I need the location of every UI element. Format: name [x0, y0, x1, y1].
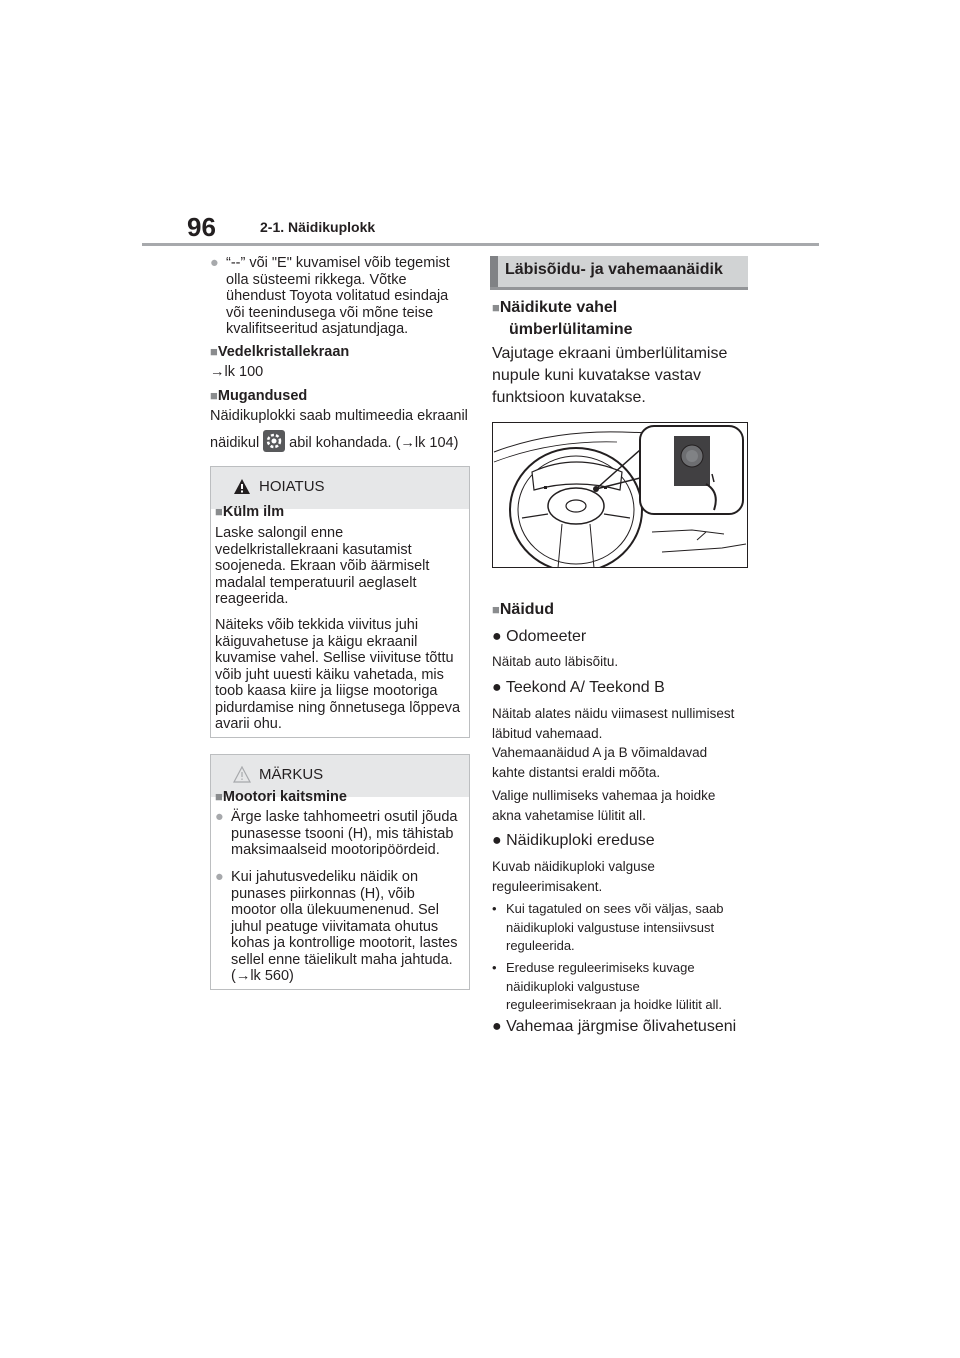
trip-text-1: Näitab alates näidu viimasest nullimisest läbitud vahemaad.	[492, 706, 735, 741]
bullet-icon: •	[492, 901, 497, 916]
ribbon-title: Läbisõidu- ja vahemaanäidik	[505, 261, 723, 278]
bullet-icon: ●	[492, 628, 502, 645]
notice-icon	[233, 766, 251, 783]
custom-heading: ■Mugandused	[210, 388, 308, 404]
square-bullet-icon: ■	[492, 300, 500, 315]
warning-box	[210, 466, 470, 738]
bullet-icon: •	[492, 960, 497, 975]
header-rule	[142, 243, 819, 246]
warning-header	[211, 467, 469, 509]
bullet-icon: ●	[215, 809, 224, 825]
trip-title: ● Teekond A/ Teekond B	[492, 679, 665, 696]
notice-title: MÄRKUS	[259, 766, 324, 783]
lcd-heading: ■Vedelkristallekraan	[210, 344, 350, 360]
bullet-icon: ●	[210, 255, 219, 271]
bullet-icon: ●	[492, 1018, 502, 1035]
odometer-title: ● Odomeeter	[492, 628, 587, 645]
page-number: 96	[187, 212, 216, 242]
notice-box	[210, 754, 470, 990]
trip-text-2: Vahemaanäidud A ja B võimaldavad kahte distantsi eraldi mõõta.	[492, 745, 708, 780]
bullet-note-text: “--” või "E" kuvamisel võib tegemist olla süsteemi rikkega. Võtke ühendust Toyota volitatud esindaja või teenindusega või mõne teise kvalifitseeritud asjatundjaga.	[226, 255, 450, 337]
trip-text-3: Valige nullimiseks vahemaa ja hoidke akna vahetamise lülitit all.	[492, 788, 716, 823]
lcd-ref: →lk 100	[210, 364, 264, 380]
square-bullet-icon: ■	[215, 504, 223, 519]
switch-heading-2: ümberlülitamine	[509, 321, 633, 338]
switch-heading: ■Näidikute vahel	[492, 299, 618, 316]
custom-line1: Näidikuplokki saab multimeedia ekraanil	[210, 408, 468, 424]
bullet-icon: ●	[215, 869, 224, 885]
square-bullet-icon: ■	[210, 344, 218, 359]
odometer-text: Näitab auto läbisõitu.	[492, 654, 619, 669]
steering-wheel-illustration	[492, 422, 748, 568]
section-ribbon	[490, 256, 748, 290]
notice-item-2: ● Kui jahutusvedeliku näidik on punases piirkonnas (H), võib mootor olla ülekuumenenud. Sel juhul peatuge viivitamata ohutus kohas ja kontrollige mootorit, lastes sellel enne täielikult maha jahtuda. (→lk 560)	[215, 869, 458, 984]
brightness-bullet-1: • Kui tagatuled on sees või väljas, saab näidikuploki valgustuse intensiivsust reguleerida.	[492, 901, 724, 953]
displays-heading: ■Näidud	[492, 601, 555, 618]
custom-line2: näidikul abil kohandada. (→lk 104)	[210, 432, 458, 454]
square-bullet-icon: ■	[492, 602, 500, 617]
warning-para2: Näiteks võib tekkida viivitus juhi käiguvahetuse ja käigu ekraanil kuvamise vahel. Sellise viivituse tõttu võib juht uuesti käiku vahetada, mis toob kaasa kiire ja liigse mootoriga pidurdamise ning õnnetusega lõppeva avarii ohu.	[215, 617, 461, 732]
warning-title: HOIATUS	[259, 478, 325, 495]
brightness-text: Kuvab näidikuploki valguse reguleerimisakent.	[492, 859, 655, 894]
notice-subheading: ■Mootori kaitsmine	[215, 789, 347, 805]
section-title: 2-1. Näidikuplokk	[260, 219, 376, 235]
switch-text: Vajutage ekraani ümberlülitamise nupule kuni kuvatakse vastav funktsioon kuvatakse.	[492, 345, 728, 406]
gear-icon	[263, 430, 285, 452]
notice-item-1: ● Ärge laske tahhomeetri osutil jõuda punasesse tsooni (H), mis tähistab maksimaalseid mootoripöördeid.	[215, 809, 458, 858]
warning-subheading: ■Külm ilm	[215, 504, 285, 520]
brightness-bullet-2: • Ereduse reguleerimiseks kuvage näidikuploki valgustuse reguleerimisekraan ja hoidke lülitit all.	[492, 960, 723, 1012]
oil-title: ● Vahemaa järgmise õlivahetuseni	[492, 1018, 737, 1035]
square-bullet-icon: ■	[210, 388, 218, 403]
bullet-icon: ●	[492, 679, 502, 696]
bullet-icon: ●	[492, 832, 502, 849]
warning-icon	[233, 478, 251, 495]
brightness-title: ● Näidikuploki ereduse	[492, 832, 655, 849]
square-bullet-icon: ■	[215, 789, 223, 804]
warning-para1: Laske salongil enne vedelkristallekraani kasutamist soojeneda. Ekraan võib äärmiselt madalal temperatuuril aeglaselt reageerida.	[215, 525, 430, 607]
bullet-note	[210, 255, 470, 338]
